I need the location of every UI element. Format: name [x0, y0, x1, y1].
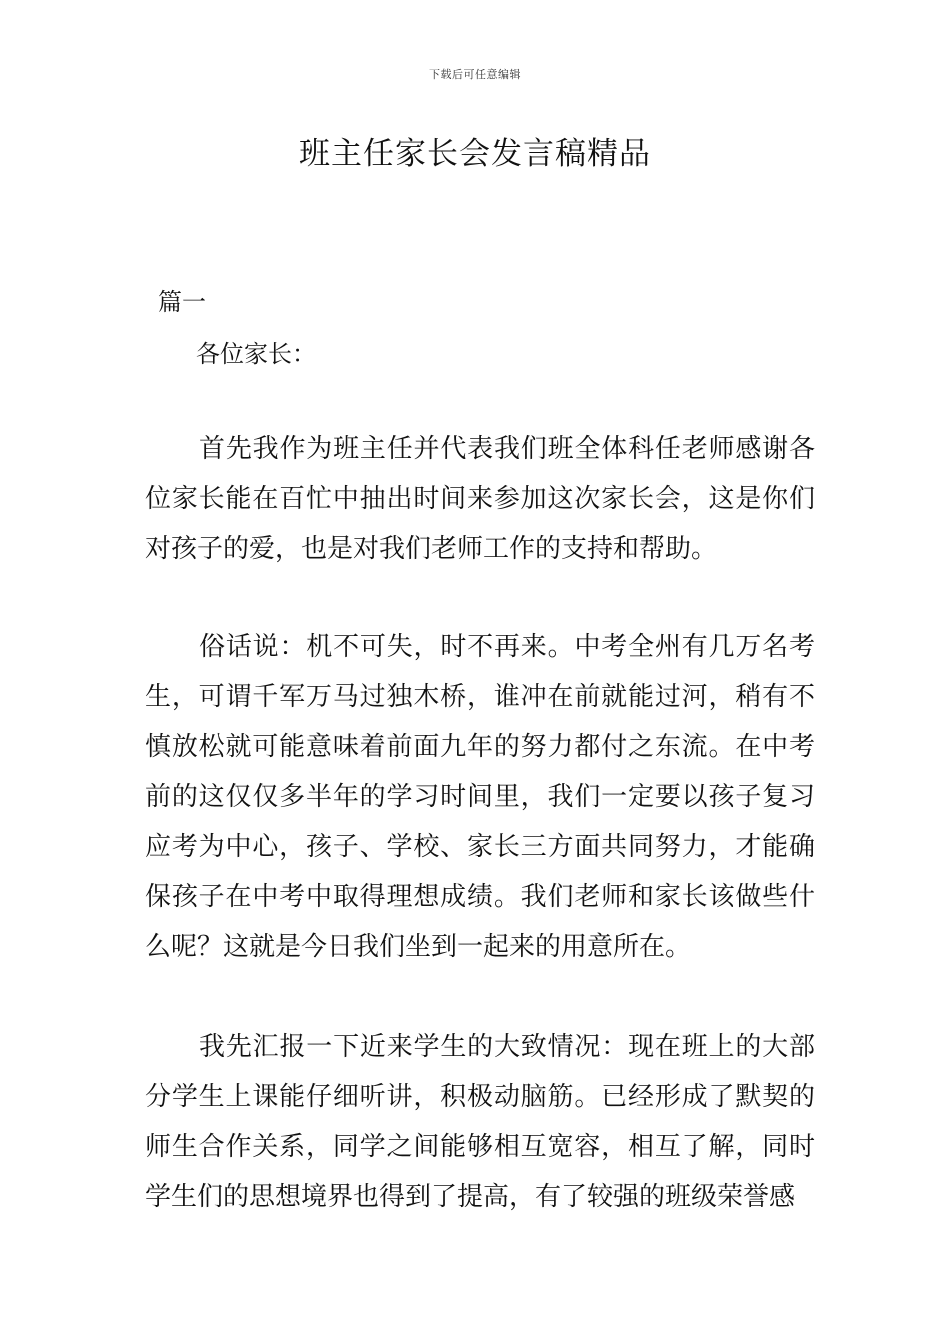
salutation: 各位家长：	[196, 340, 316, 368]
section-label: 篇一	[158, 288, 206, 316]
header-note: 下载后可任意编辑	[429, 68, 521, 81]
paragraph-3: 我先汇报一下近来学生的大致情况：现在班上的大部分学生上课能仔细听讲，积极动脑筋。已经形成了默契的师生合作关系，同学之间能够相互宽容，相互了解，同时学生们的思想境界也得到了提高，有了较强的班级荣誉感	[145, 1032, 815, 1212]
document-title: 班主任家长会发言稿精品	[299, 136, 651, 172]
paragraph-1: 首先我作为班主任并代表我们班全体科任老师感谢各位家长能在百忙中抽出时间来参加这次家长会，这是你们对孩子的爱，也是对我们老师工作的支持和帮助。	[145, 434, 815, 564]
paragraph-2: 俗话说：机不可失，时不再来。中考全州有几万名考生，可谓千军万马过独木桥，谁冲在前就能过河，稍有不慎放松就可能意味着前面九年的努力都付之东流。在中考前的这仅仅多半年的学习时间里，我们一定要以孩子复习应考为中心，孩子、学校、家长三方面共同努力，才能确保孩子在中考中取得理想成绩。我们老师和家长该做些什么呢？这就是今日我们坐到一起来的用意所在。	[145, 632, 815, 962]
